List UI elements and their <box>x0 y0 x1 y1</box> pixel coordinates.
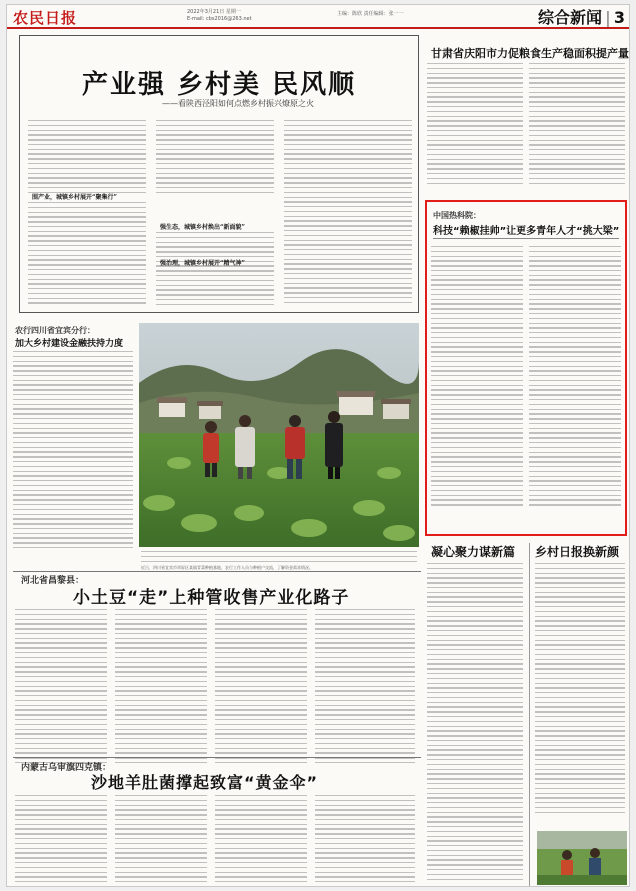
column-divider <box>529 543 530 887</box>
condense-title: 凝心聚力谋新篇 <box>431 545 516 559</box>
neimenggu-text-col-2 <box>115 795 207 887</box>
lead-text-col-2b <box>156 232 274 309</box>
newspaper-logo: 农民日报 <box>13 9 78 27</box>
neimenggu-text-col-4 <box>315 795 415 887</box>
hebei-text-col-3 <box>215 609 307 767</box>
lead-subhead-2: 强生态，城镇乡村焕出“新面貌” <box>160 224 245 231</box>
condense-text <box>427 563 523 883</box>
gansu-title: 甘肃省庆阳市力促粮食生产稳面积提产量 <box>431 47 629 60</box>
masthead-editor: 主编：陈欣 责任编辑：张一一 <box>337 11 404 17</box>
neimenggu-title: 沙地羊肚菌撑起致富“黄金伞” <box>91 773 319 792</box>
hebei-text-col-4 <box>315 609 415 767</box>
lead-text-col-1 <box>28 120 146 197</box>
masthead-meta <box>187 9 252 23</box>
farm-photo-image <box>139 323 419 547</box>
neimenggu-text-col-3 <box>215 795 307 887</box>
sichuan-title: 加大乡村建设金融扶持力度 <box>15 339 124 349</box>
masthead-meta-line: 2022年3月21日 星期一 <box>187 9 241 15</box>
hebei-title: 小土豆“走”上种管收售产业化路子 <box>73 588 350 608</box>
lead-text-col-2 <box>156 120 274 197</box>
lead-subhead-3: 强治理，城镇乡村展开“精气神” <box>160 260 245 267</box>
lead-article <box>19 35 419 313</box>
page-number: 3 <box>613 8 625 27</box>
hebei-text-col-1 <box>15 609 107 767</box>
gansu-text-col-1 <box>427 63 523 187</box>
neimenggu-kicker: 内蒙古乌审旗四克镇： <box>21 763 112 773</box>
section-name: 综合新闻 <box>538 8 603 27</box>
lead-text-col-3 <box>284 120 412 306</box>
inset-photo-image <box>537 831 627 885</box>
farm-photo <box>139 323 419 547</box>
cas-title-rule <box>433 238 619 239</box>
sichuan-kicker: 农行四川省宜宾分行： <box>15 325 95 335</box>
rural-tour-text <box>535 563 625 816</box>
section-divider <box>13 571 421 572</box>
cas-text-col-1 <box>431 246 523 509</box>
photo-caption-lines <box>141 551 417 565</box>
lead-subhead-1: 围产业，城镇乡村展开“聚集行” <box>32 194 117 201</box>
cas-text-col-2 <box>529 246 621 509</box>
section-title: 综合新闻 | 3 <box>538 8 625 27</box>
hebei-text-col-2 <box>115 609 207 767</box>
section-divider <box>13 757 421 758</box>
lead-text-col-1b <box>28 202 146 307</box>
newspaper-page <box>6 4 630 887</box>
hebei-kicker: 河北省昌黎县： <box>21 576 85 586</box>
sichuan-text <box>13 351 133 552</box>
masthead-rule <box>7 27 629 29</box>
masthead-meta-line: E-mail: cbs2016@263.net <box>187 16 252 22</box>
gansu-text-col-2 <box>529 63 625 187</box>
neimenggu-text-col-1 <box>15 795 107 887</box>
lead-subtitle: ——看陕西泾阳如何点燃乡村振兴燎原之火 <box>162 99 314 108</box>
photo-caption: 近日，四川省宜宾市翠屏区某镇青菜种植基地，农行工作人员与种植户交流，了解资金需求情况。 <box>141 565 313 570</box>
cas-kicker: 中国热科院： <box>433 210 481 220</box>
rural-tour-title: 乡村日报换新颜 <box>535 545 620 559</box>
lead-title: 产业强 乡村美 民风顺 <box>82 70 357 100</box>
highlighted-article[interactable] <box>425 200 627 536</box>
inset-photo <box>537 831 627 885</box>
cas-title: 科技“赖椒挂帅”让更多青年人才“挑大梁” <box>433 226 620 237</box>
